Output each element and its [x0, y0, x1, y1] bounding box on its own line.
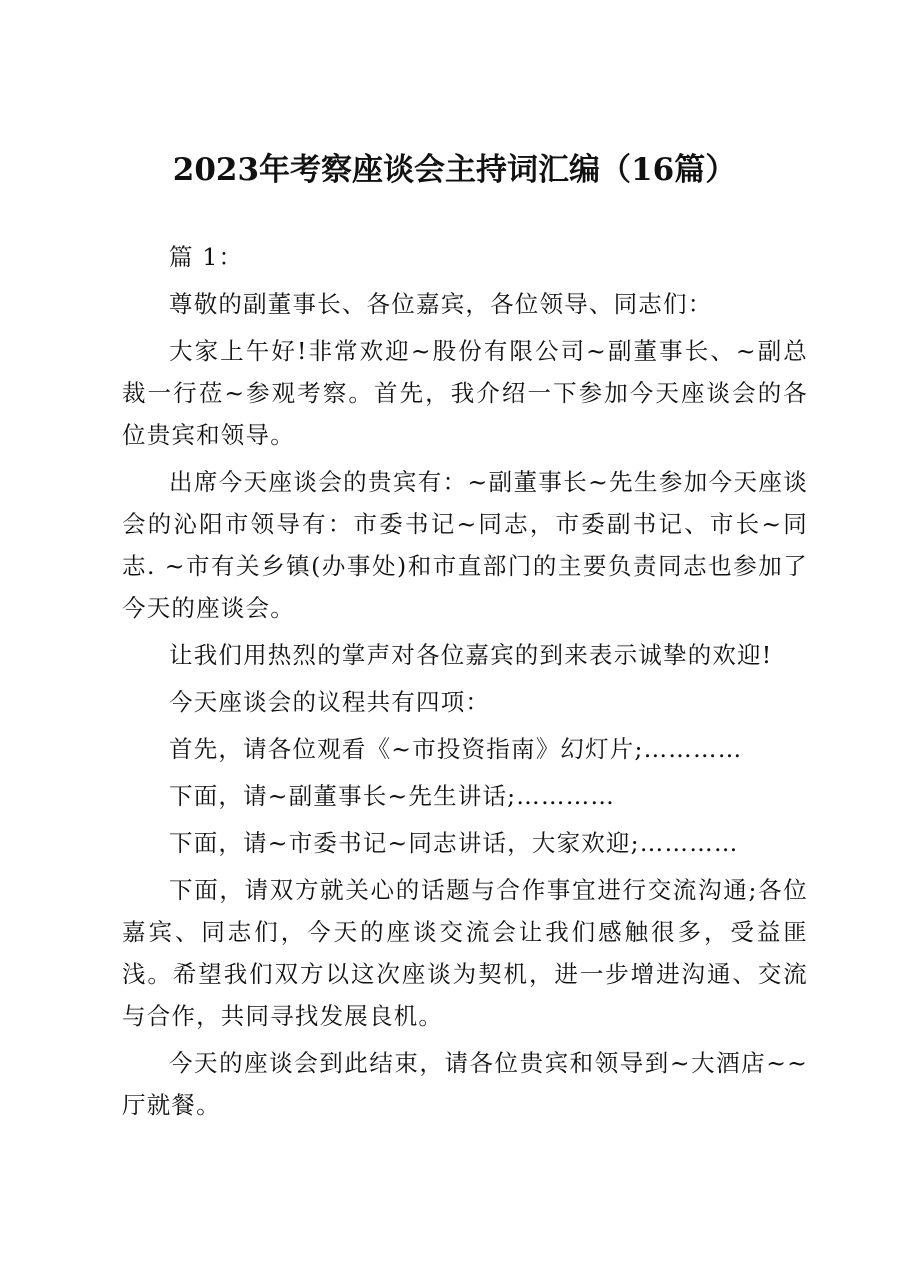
paragraph-agenda-intro: 今天座谈会的议程共有四项： — [169, 688, 491, 716]
paragraph-applause: 让我们用热烈的掌声对各位嘉宾的到来表示诚挚的欢迎! — [169, 641, 773, 669]
paragraph-welcome: 大家上午好!非常欢迎~股份有限公司~副董事长、~副总裁一行莅~参观考察。首先，我介绍一下参加今天座谈会的各位贵宾和领导。 — [122, 337, 808, 449]
paragraph-agenda-item-1: 首先，请各位观看《~市投资指南》幻灯片;………… — [169, 735, 743, 763]
paragraph-attendees: 出席今天座谈会的贵宾有：~副董事长~先生参加今天座谈会的沁阳市领导有：市委书记~同志，市委副书记、市长~同志. ~市有关乡镇(办事处)和市直部门的主要负责同志也参加了今天的座谈会。 — [122, 468, 808, 622]
paragraph-agenda-item-3: 下面，请~市委书记~同志讲话，大家欢迎;………… — [169, 829, 739, 857]
document-title: 2023年考察座谈会主持词汇编（16篇） — [172, 152, 737, 188]
document-body — [122, 236, 808, 1131]
paragraph-agenda-item-4: 下面，请双方就关心的话题与合作事宜进行交流沟通;各位嘉宾、同志们，今天的座谈交流会让我们感触很多，受益匪浅。希望我们双方以这次座谈为契机，进一步增进沟通、交流与合作，共同寻找发展良机。 — [122, 876, 808, 1030]
paragraph-chapter-heading: 篇 1： — [169, 243, 244, 271]
paragraph-agenda-item-2: 下面，请~副董事长~先生讲话;………… — [169, 782, 616, 810]
paragraph-closing: 今天的座谈会到此结束，请各位贵宾和领导到~大酒店~~厅就餐。 — [122, 1049, 808, 1119]
paragraph-salutation: 尊敬的副董事长、各位嘉宾，各位领导、同志们： — [169, 290, 713, 318]
